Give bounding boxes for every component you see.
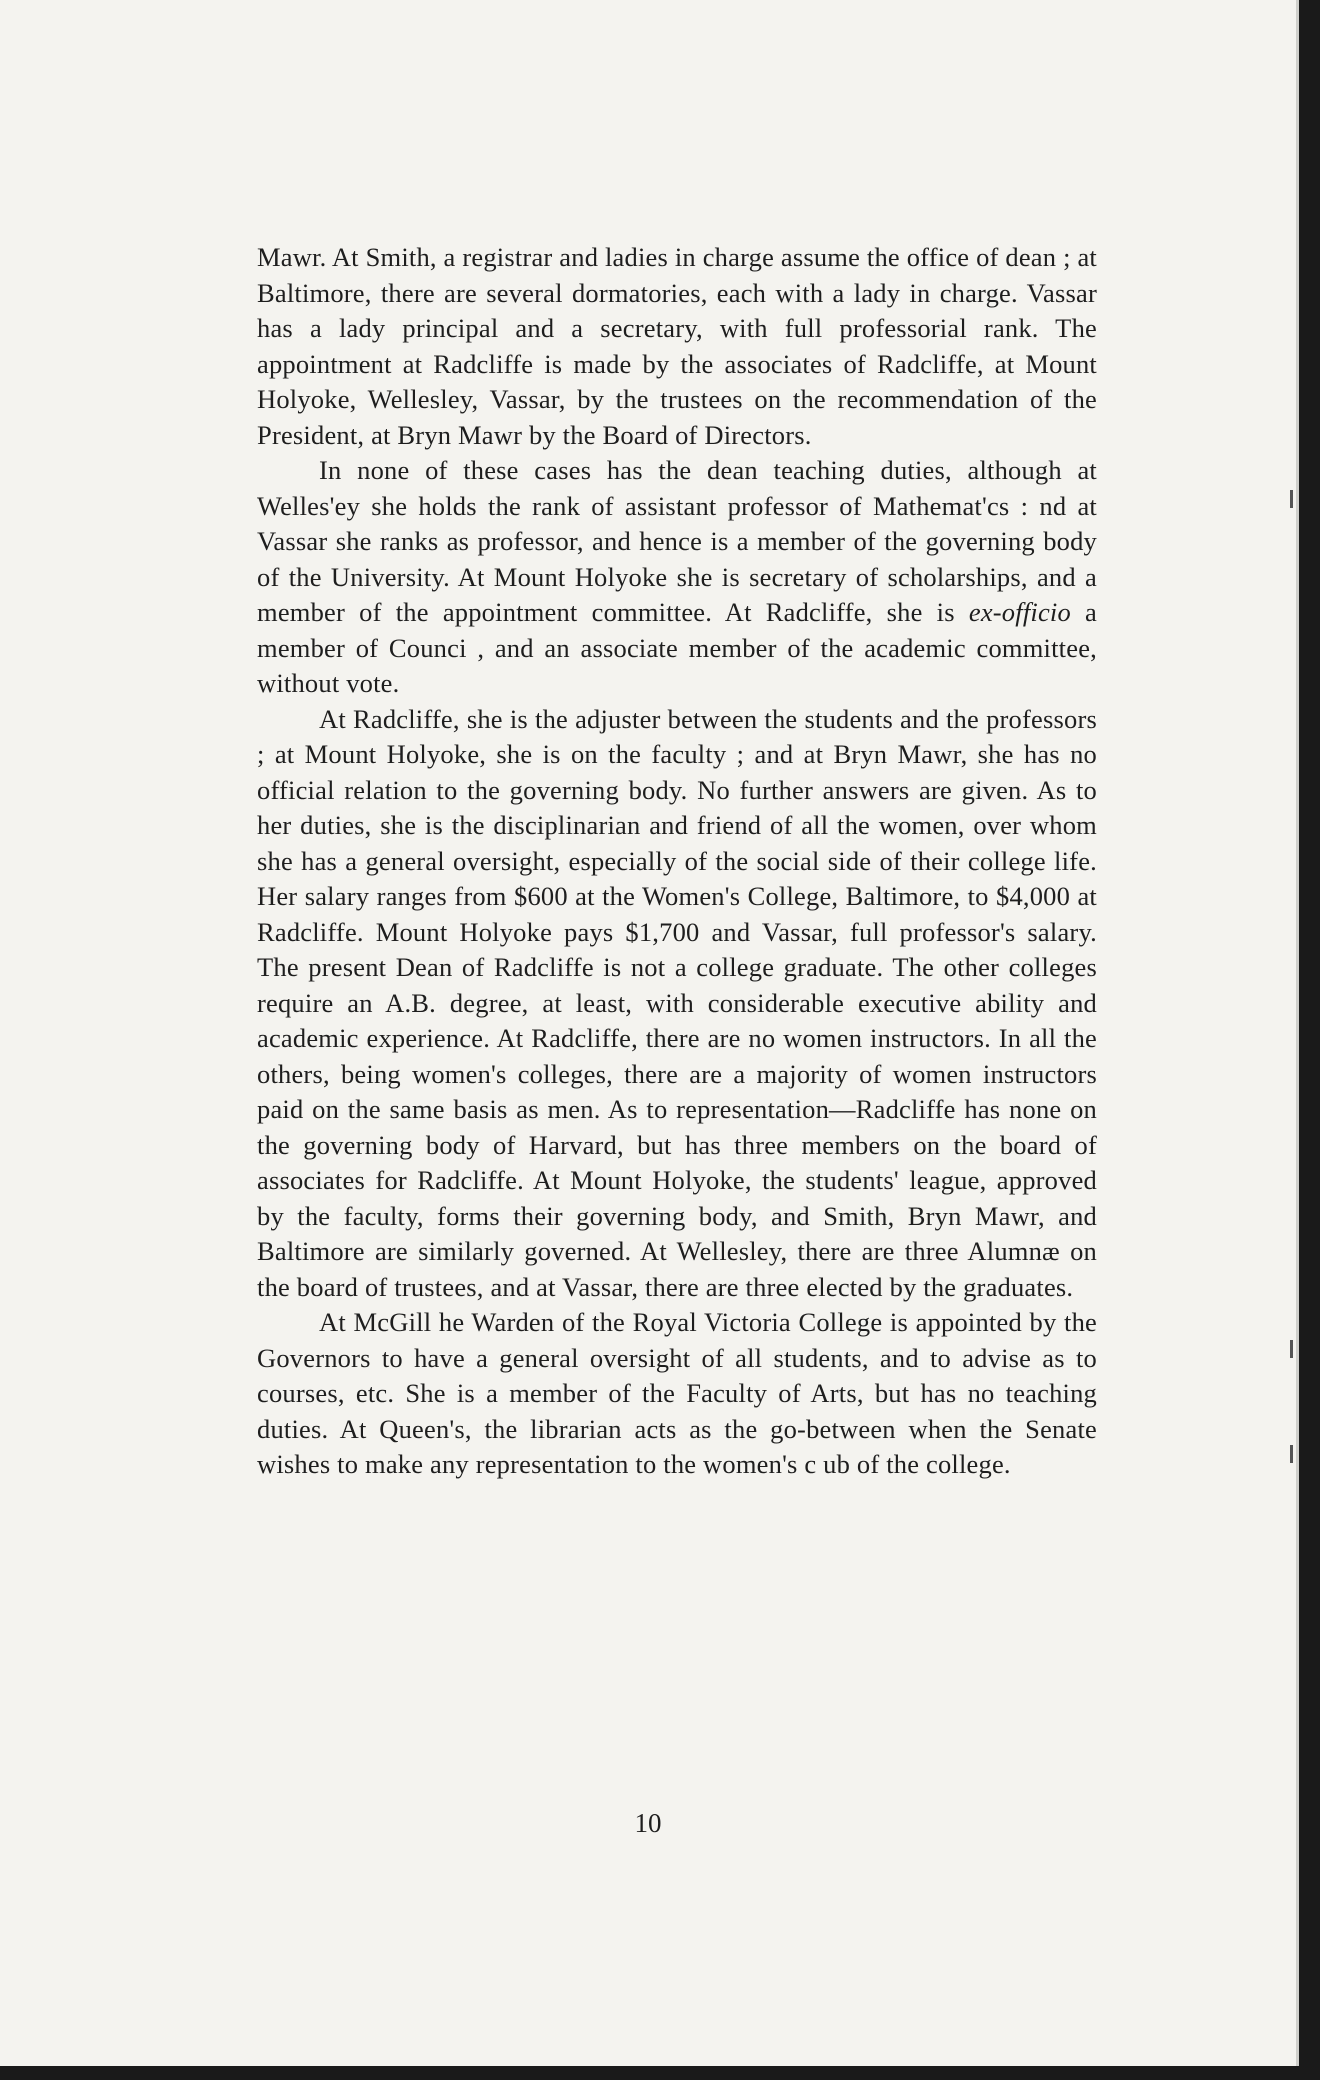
paragraph-1: Mawr. At Smith, a registrar and ladies in charge assume the office of dean ; at Baltimore, there are several dormatories, each with a lady in charge. Vassar has a lady principal and a secretary, with full professorial rank. The appointment at Radcliffe is made by the associates of Radcliffe, at Mount Holyoke, Wellesley, Vassar, by the trustees on the recommendation of the President, at Bryn Mawr by the Board of Directors. bbox=[257, 242, 1097, 450]
scan-edge-mark bbox=[1290, 1340, 1293, 1358]
scan-edge-mark bbox=[1290, 490, 1293, 508]
paragraph-3: At Radcliffe, she is the adjuster between the students and the professors ; at Mount Holyoke, she is on the faculty ; and at Bryn Mawr, she has no official relation to the governing body. No further answers are given. As to her duties, she is the disciplinarian and friend of all the women, over whom she has a general oversight, especially of the social side of their college life. Her salary ranges from $600 at the Women's College, Baltimore, to $4,000 at Radcliffe. Mount Holyoke pays $1,700 and Vassar, full professor's salary. The present Dean of Radcliffe is not a college graduate. The other colleges require an A.B. degree, at least, with considerable executive ability and academic experience. At Radcliffe, there are no women instructors. In all the others, being women's colleges, there are a majority of women instructors paid on the same basis as men. As to representation—Radcliffe has none on the governing body of Harvard, but has three members on the board of associates for Radcliffe. At Mount Holyoke, the students' league, approved by the faculty, forms their governing body, and Smith, Bryn Mawr, and Baltimore are similarly governed. At Wellesley, there are three Alumnæ on the board of trustees, and at Vassar, there are three elected by the graduates. bbox=[257, 703, 1097, 1302]
paragraph-2-text-before: In none of these cases has the dean teaching duties, although at Welles'ey she holds the rank of assistant professor of Mathemat'cs : nd at Vassar she ranks as professor, and hence is a member of the governing body of the University. At Mount Holyoke she is secretary of scholarships, and a member of the appointment committee. At Radcliffe, she is bbox=[257, 455, 1097, 627]
scan-edge-mark bbox=[1290, 1445, 1293, 1463]
paragraph-2-italic-term: ex-officio bbox=[968, 597, 1071, 627]
paragraph-2 bbox=[257, 453, 1097, 702]
page-number: 10 bbox=[634, 1808, 662, 1838]
body-text bbox=[257, 240, 1097, 1483]
paragraph-2-text-after: a member of Counci , and an associate member of the academic committee, without vote. bbox=[257, 597, 1098, 698]
paragraph-4: At McGill he Warden of the Royal Victoria College is appointed by the Governors to have a general oversight of all students, and to advise as to courses, etc. She is a member of the Faculty of Arts, but has no teaching duties. At Queen's, the librarian acts as the go-between when the Senate wishes to make any representation to the women's c ub of the college. bbox=[257, 1307, 1097, 1479]
